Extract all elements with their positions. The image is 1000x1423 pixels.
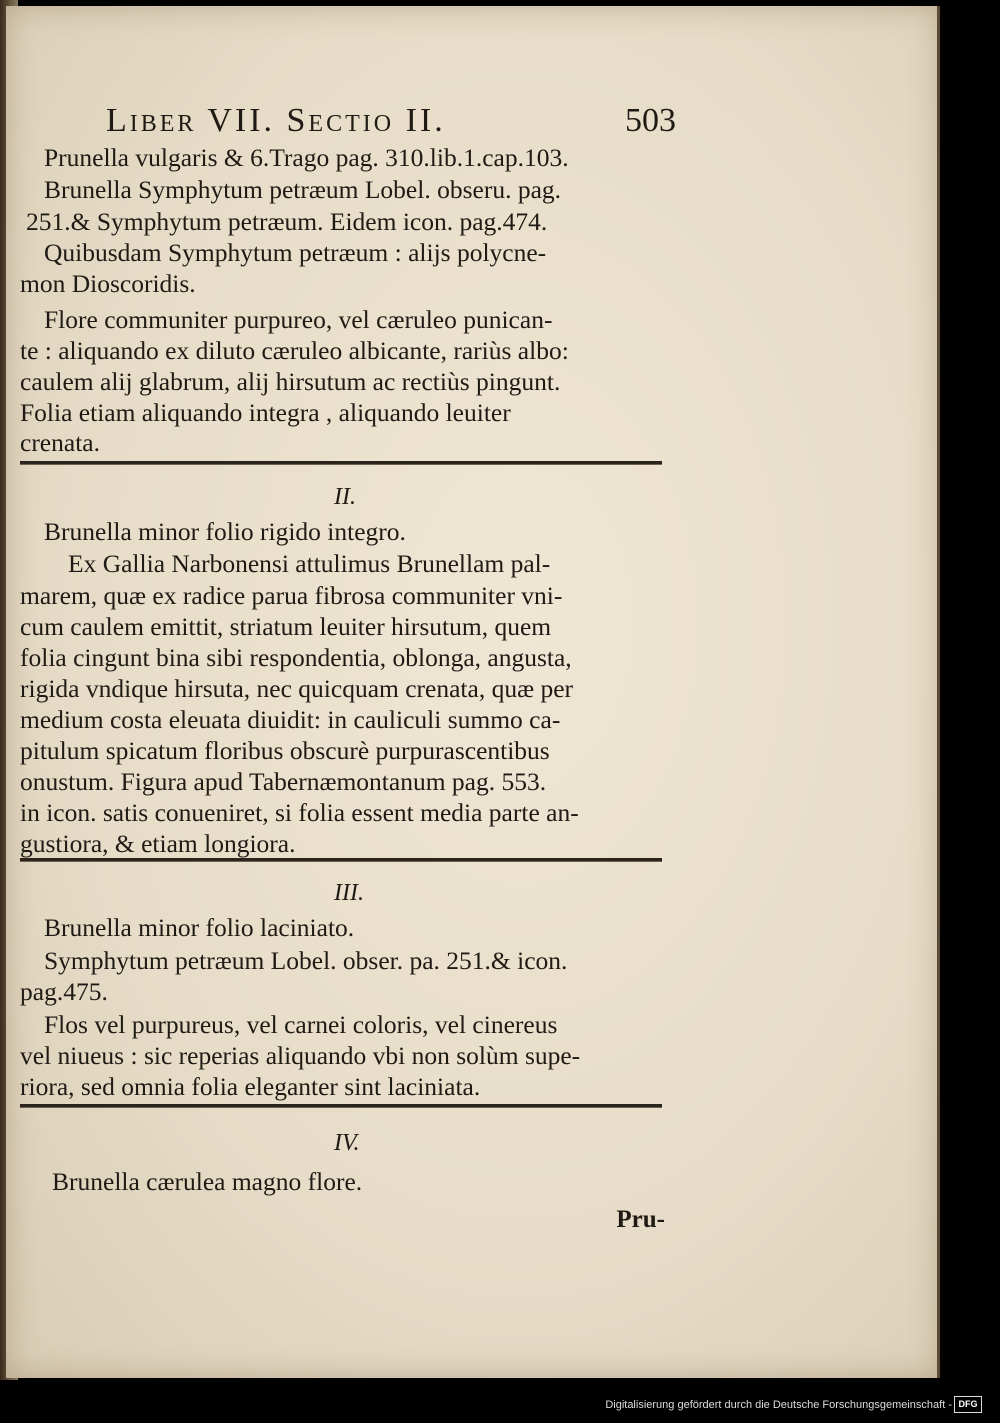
text-line: crenata.: [20, 428, 100, 457]
text-line: te : aliquando ex diluto cæruleo albicante, rariùs albo:: [20, 336, 569, 365]
text-line: Brunella minor folio laciniato.: [44, 913, 355, 942]
digitization-footer: [0, 1385, 1000, 1423]
text-line: Flos vel purpureus, vel carnei coloris, vel cinereus: [44, 1010, 558, 1039]
page-number: 503: [625, 102, 676, 139]
text-line: gustiora, & etiam longiora.: [20, 829, 296, 858]
text-line: pag.475.: [20, 977, 108, 1006]
text-line: folia cingunt bina sibi respondentia, oblonga, angusta,: [20, 643, 572, 672]
running-title: Liber VII. Sectio II.: [106, 102, 446, 139]
section-numeral: II.: [334, 484, 356, 510]
funding-credit: Digitalisierung gefördert durch die Deutsche Forschungsgemeinschaft -: [605, 1399, 952, 1411]
text-line: onustum. Figura apud Tabernæmontanum pag. 553.: [20, 767, 547, 796]
text-line: in icon. satis conueniret, si folia essent media parte an-: [20, 798, 579, 827]
text-line: riora, sed omnia folia eleganter sint laciniata.: [20, 1072, 481, 1101]
text-line: Symphytum petræum Lobel. obser. pa. 251.& icon.: [44, 946, 568, 975]
text-line: 251.& Symphytum petræum. Eidem icon. pag.474.: [26, 207, 548, 236]
section-numeral: III.: [334, 880, 364, 906]
section-divider: [20, 461, 662, 465]
text-line: medium costa eleuata diuidit: in cauliculi summo ca-: [20, 705, 561, 734]
section-divider: [20, 1104, 662, 1108]
catchword: Pru-: [616, 1206, 665, 1233]
text-line: rigida vndique hirsuta, nec quicquam crenata, quæ per: [20, 674, 574, 703]
page-text: [6, 6, 940, 1378]
text-line: Flore communiter purpureo, vel cæruleo punican-: [44, 305, 553, 334]
text-line: Ex Gallia Narbonensi attulimus Brunellam pal-: [68, 549, 551, 578]
text-line: cum caulem emittit, striatum leuiter hirsutum, quem: [20, 612, 552, 641]
text-line: mon Dioscoridis.: [20, 269, 196, 298]
section-numeral: IV.: [334, 1130, 360, 1156]
text-line: Brunella Symphytum petræum Lobel. obseru. pag.: [44, 175, 562, 204]
text-line: vel niueus : sic reperias aliquando vbi non solùm supe-: [20, 1041, 581, 1070]
text-line: Quibusdam Symphytum petræum : alijs polycne-: [44, 238, 547, 267]
section-divider: [20, 858, 662, 862]
text-line: Brunella minor folio rigido integro.: [44, 517, 406, 546]
text-line: Prunella vulgaris & 6.Trago pag. 310.lib.1.cap.103.: [44, 143, 569, 172]
book-page: [6, 6, 940, 1378]
text-line: caulem alij glabrum, alij hirsutum ac rectiùs pingunt.: [20, 367, 561, 396]
text-line: pitulum spicatum floribus obscurè purpurascentibus: [20, 736, 550, 765]
dfg-logo: DFG: [954, 1396, 982, 1413]
text-line: Brunella cærulea magno flore.: [52, 1167, 363, 1196]
text-line: marem, quæ ex radice parua fibrosa communiter vni-: [20, 581, 563, 610]
text-line: Folia etiam aliquando integra , aliquando leuiter: [20, 398, 511, 427]
